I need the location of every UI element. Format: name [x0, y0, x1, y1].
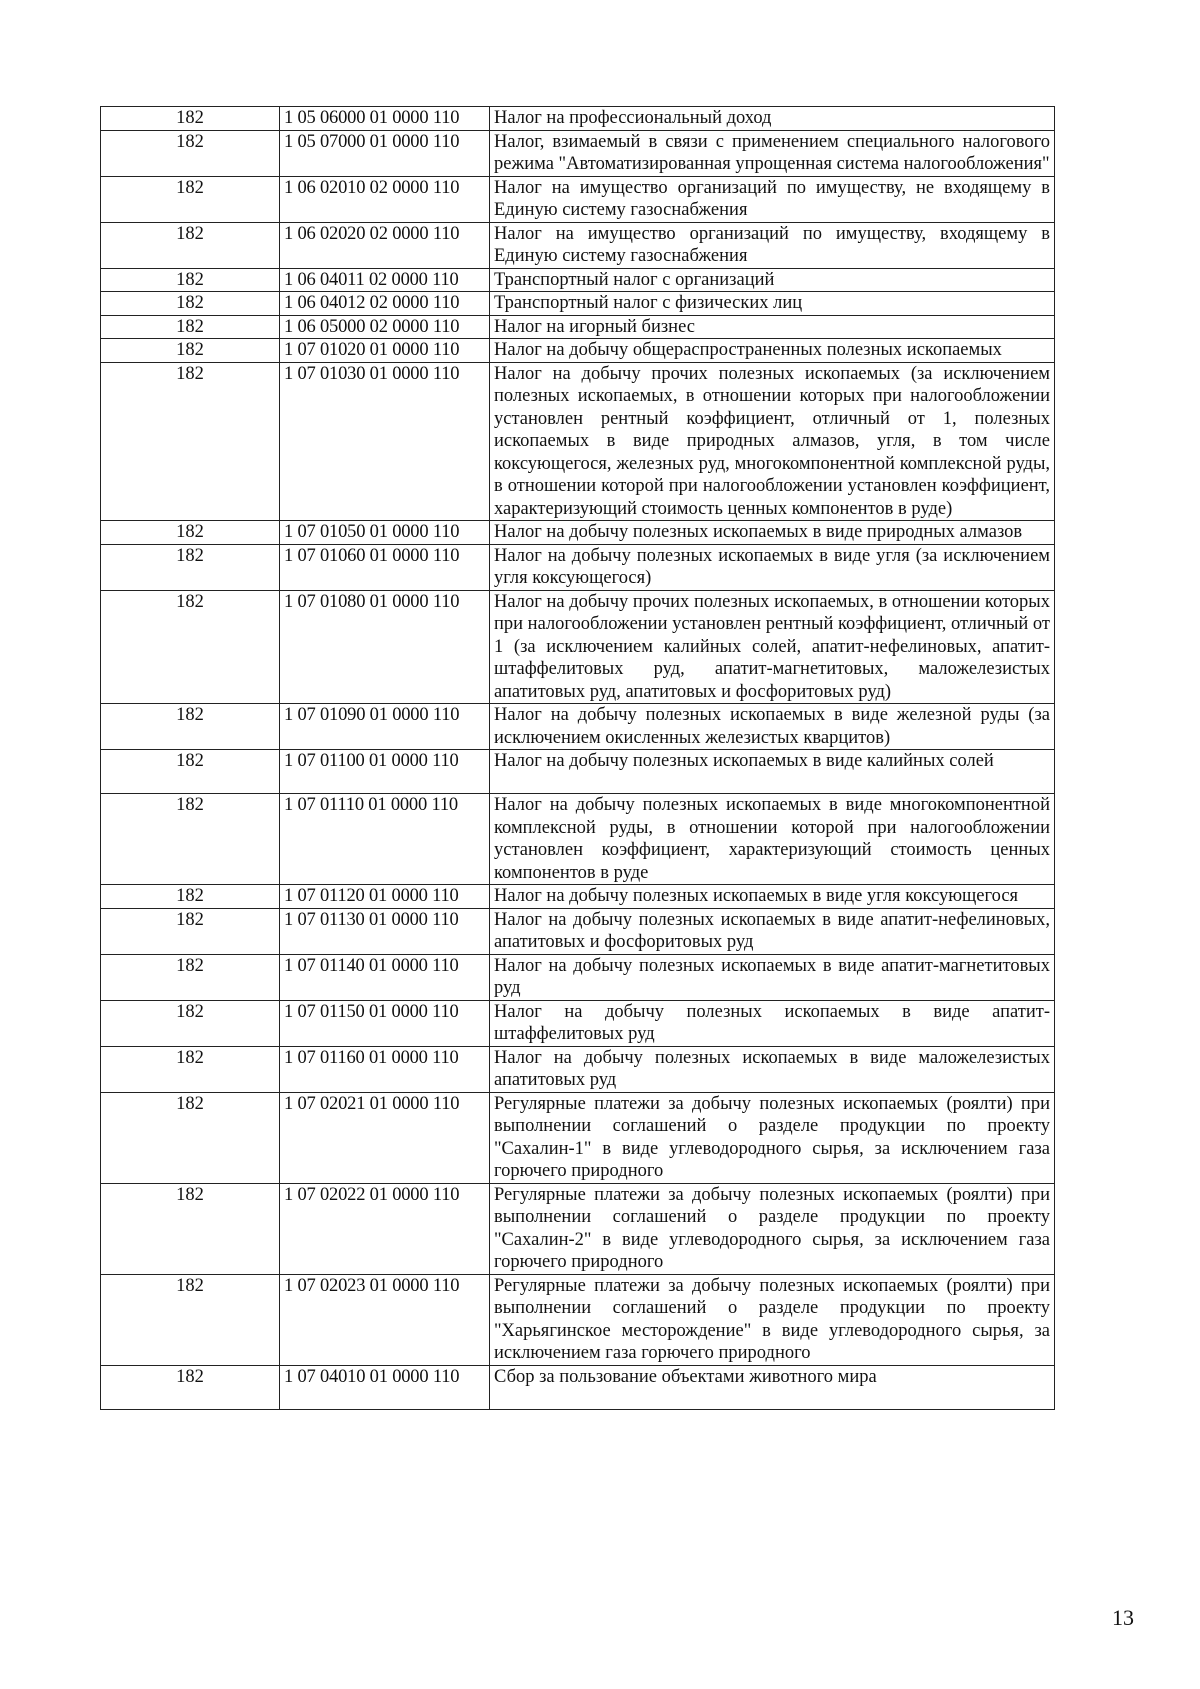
table-row [101, 107, 1055, 131]
table-row [101, 292, 1055, 316]
table-body [101, 107, 1055, 1410]
revenue-name-cell: Транспортный налог с физических лиц [490, 292, 1055, 316]
table-row [101, 339, 1055, 363]
admin-code-cell: 182 [101, 1046, 280, 1092]
table-row [101, 590, 1055, 704]
admin-code-cell: 182 [101, 1000, 280, 1046]
budget-code-cell: 1 07 01090 01 0000 110 [280, 704, 490, 750]
table-row [101, 908, 1055, 954]
table-row [101, 794, 1055, 885]
budget-code-cell: 1 07 01140 01 0000 110 [280, 954, 490, 1000]
table-row [101, 521, 1055, 545]
revenue-name-cell: Налог на добычу прочих полезных ископаемых (за исключением полезных ископаемых, в отношении которых при налогообложении установлен рентный коэффициент, отличный от 1, полезных ископаемых в виде природных алмазов, угля, в том числе коксующегося, железных руд, многокомпонентной комплексной руды, в отношении которой при налогообложении установлен коэффициент, характеризующий стоимость ценных компонентов в руде) [490, 362, 1055, 521]
table-row [101, 885, 1055, 909]
table-row [101, 954, 1055, 1000]
admin-code-cell: 182 [101, 130, 280, 176]
budget-code-cell: 1 07 01100 01 0000 110 [280, 750, 490, 794]
revenue-name-cell: Регулярные платежи за добычу полезных ископаемых (роялти) при выполнении соглашений о разделе продукции по проекту "Сахалин-1" в виде углеводородного сырья, за исключением газа горючего природного [490, 1092, 1055, 1183]
budget-code-cell: 1 07 01030 01 0000 110 [280, 362, 490, 521]
admin-code-cell: 182 [101, 315, 280, 339]
admin-code-cell: 182 [101, 339, 280, 363]
page-number: 13 [1112, 1605, 1134, 1630]
admin-code-cell: 182 [101, 362, 280, 521]
budget-code-cell: 1 07 02023 01 0000 110 [280, 1274, 490, 1365]
budget-code-cell: 1 05 06000 01 0000 110 [280, 107, 490, 131]
admin-code-cell: 182 [101, 107, 280, 131]
budget-code-cell: 1 07 01150 01 0000 110 [280, 1000, 490, 1046]
budget-code-cell: 1 06 04011 02 0000 110 [280, 268, 490, 292]
budget-code-cell: 1 05 07000 01 0000 110 [280, 130, 490, 176]
revenue-name-cell: Налог на добычу полезных ископаемых в виде калийных солей [490, 750, 1055, 794]
revenue-name-cell: Транспортный налог с организаций [490, 268, 1055, 292]
budget-code-cell: 1 07 01080 01 0000 110 [280, 590, 490, 704]
revenue-name-cell: Налог на профессиональный доход [490, 107, 1055, 131]
budget-codes-table [100, 106, 1055, 1410]
table-row [101, 544, 1055, 590]
admin-code-cell: 182 [101, 521, 280, 545]
admin-code-cell: 182 [101, 544, 280, 590]
table-row [101, 268, 1055, 292]
admin-code-cell: 182 [101, 222, 280, 268]
budget-code-cell: 1 07 02022 01 0000 110 [280, 1183, 490, 1274]
admin-code-cell: 182 [101, 1274, 280, 1365]
revenue-name-cell: Регулярные платежи за добычу полезных ископаемых (роялти) при выполнении соглашений о разделе продукции по проекту "Харьягинское месторождение" в виде углеводородного сырья, за исключением газа горючего природного [490, 1274, 1055, 1365]
admin-code-cell: 182 [101, 885, 280, 909]
budget-code-cell: 1 06 02020 02 0000 110 [280, 222, 490, 268]
budget-code-cell: 1 07 01050 01 0000 110 [280, 521, 490, 545]
table-row [101, 315, 1055, 339]
table-row [101, 1046, 1055, 1092]
admin-code-cell: 182 [101, 1365, 280, 1409]
revenue-name-cell: Налог на добычу полезных ископаемых в виде угля (за исключением угля коксующегося) [490, 544, 1055, 590]
revenue-name-cell: Сбор за пользование объектами животного мира [490, 1365, 1055, 1409]
revenue-name-cell: Налог на добычу полезных ископаемых в виде природных алмазов [490, 521, 1055, 545]
table-row [101, 1274, 1055, 1365]
table-row [101, 1000, 1055, 1046]
revenue-name-cell: Налог на добычу общераспространенных полезных ископаемых [490, 339, 1055, 363]
revenue-name-cell: Налог на добычу полезных ископаемых в виде железной руды (за исключением окисленных железистых кварцитов) [490, 704, 1055, 750]
table-row [101, 1183, 1055, 1274]
admin-code-cell: 182 [101, 908, 280, 954]
admin-code-cell: 182 [101, 590, 280, 704]
budget-code-cell: 1 07 01020 01 0000 110 [280, 339, 490, 363]
revenue-name-cell: Налог на добычу полезных ископаемых в виде угля коксующегося [490, 885, 1055, 909]
budget-code-cell: 1 07 02021 01 0000 110 [280, 1092, 490, 1183]
table-row [101, 704, 1055, 750]
revenue-name-cell: Регулярные платежи за добычу полезных ископаемых (роялти) при выполнении соглашений о разделе продукции по проекту "Сахалин-2" в виде углеводородного сырья, за исключением газа горючего природного [490, 1183, 1055, 1274]
revenue-name-cell: Налог на добычу полезных ископаемых в виде многокомпонентной комплексной руды, в отношении которой при налогообложении установлен коэффициент, характеризующий стоимость ценных компонентов в руде [490, 794, 1055, 885]
admin-code-cell: 182 [101, 704, 280, 750]
revenue-name-cell: Налог на добычу полезных ископаемых в виде апатит-нефелиновых, апатитовых и фосфоритовых руд [490, 908, 1055, 954]
revenue-name-cell: Налог, взимаемый в связи с применением специального налогового режима "Автоматизированная упрощенная система налогообложения" [490, 130, 1055, 176]
budget-code-cell: 1 07 01060 01 0000 110 [280, 544, 490, 590]
budget-code-cell: 1 07 01110 01 0000 110 [280, 794, 490, 885]
budget-code-cell: 1 06 02010 02 0000 110 [280, 176, 490, 222]
revenue-name-cell: Налог на добычу прочих полезных ископаемых, в отношении которых при налогообложении установлен рентный коэффициент, отличный от 1 (за исключением калийных солей, апатит-нефелиновых, апатит-штаффелитовых руд, апатит-магнетитовых, маложелезистых апатитовых руд, апатитовых и фосфоритовых руд) [490, 590, 1055, 704]
budget-code-cell: 1 07 01120 01 0000 110 [280, 885, 490, 909]
table-row [101, 1365, 1055, 1409]
table-row [101, 176, 1055, 222]
revenue-name-cell: Налог на игорный бизнес [490, 315, 1055, 339]
revenue-name-cell: Налог на имущество организаций по имуществу, не входящему в Единую систему газоснабжения [490, 176, 1055, 222]
budget-code-cell: 1 06 04012 02 0000 110 [280, 292, 490, 316]
table-row [101, 750, 1055, 794]
revenue-name-cell: Налог на добычу полезных ископаемых в виде маложелезистых апатитовых руд [490, 1046, 1055, 1092]
admin-code-cell: 182 [101, 750, 280, 794]
table-row [101, 362, 1055, 521]
budget-code-cell: 1 06 05000 02 0000 110 [280, 315, 490, 339]
budget-code-cell: 1 07 04010 01 0000 110 [280, 1365, 490, 1409]
admin-code-cell: 182 [101, 1183, 280, 1274]
budget-code-cell: 1 07 01160 01 0000 110 [280, 1046, 490, 1092]
budget-code-cell: 1 07 01130 01 0000 110 [280, 908, 490, 954]
table-row [101, 130, 1055, 176]
revenue-name-cell: Налог на добычу полезных ископаемых в виде апатит-штаффелитовых руд [490, 1000, 1055, 1046]
admin-code-cell: 182 [101, 292, 280, 316]
table-row [101, 1092, 1055, 1183]
admin-code-cell: 182 [101, 176, 280, 222]
admin-code-cell: 182 [101, 954, 280, 1000]
revenue-name-cell: Налог на имущество организаций по имуществу, входящему в Единую систему газоснабжения [490, 222, 1055, 268]
admin-code-cell: 182 [101, 268, 280, 292]
revenue-name-cell: Налог на добычу полезных ископаемых в виде апатит-магнетитовых руд [490, 954, 1055, 1000]
table-row [101, 222, 1055, 268]
admin-code-cell: 182 [101, 794, 280, 885]
admin-code-cell: 182 [101, 1092, 280, 1183]
